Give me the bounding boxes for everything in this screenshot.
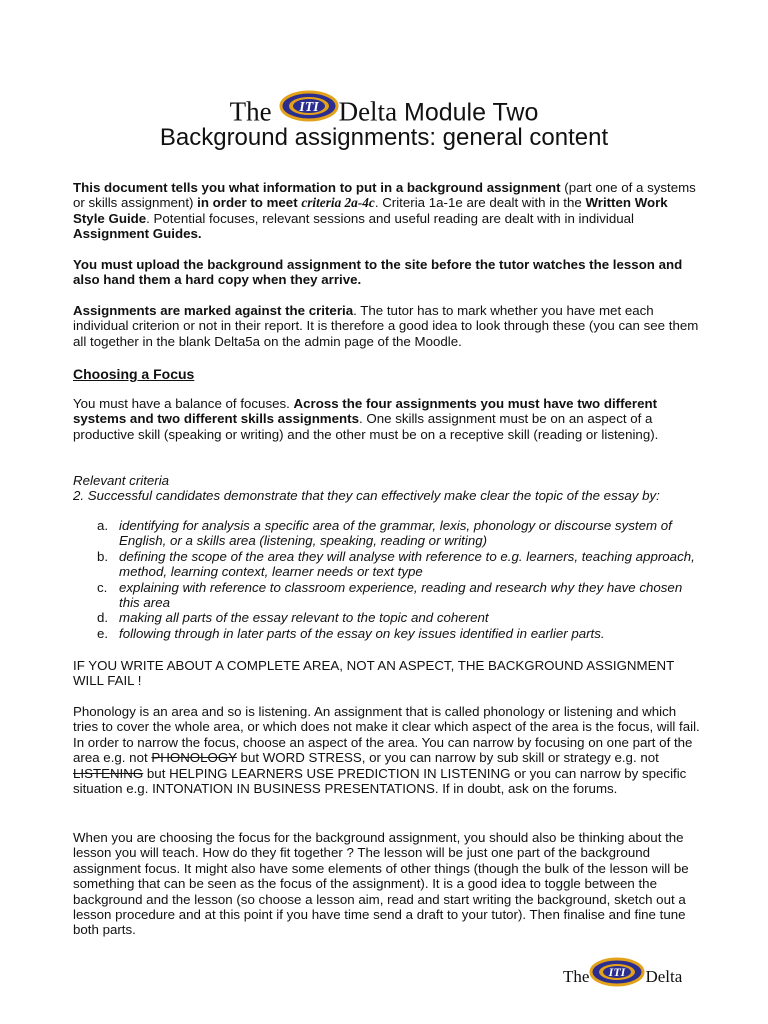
- intro-text-5: . Criteria 1a-1e are dealt with in the: [374, 195, 586, 211]
- criteria-item: [73, 580, 703, 611]
- criteria-item-letter: a.: [97, 518, 109, 533]
- criteria-item-text: identifying for analysis a specific area of the grammar, lexis, phonology or discourse system of English, or a skills area (listening, speaking, reading or writing): [119, 518, 672, 549]
- criteria-item-letter: d.: [97, 610, 109, 626]
- intro-criteria-ref: criteria 2a-4c: [301, 195, 375, 211]
- intro-style-guide: Written Work Style Guide: [73, 195, 668, 226]
- criteria-bold: Assignments are marked against the criteria: [73, 303, 354, 318]
- title-the: The: [229, 96, 272, 127]
- phonology-paragraph: [73, 704, 703, 796]
- criteria-item-text: making all parts of the essay relevant to the topic and coherent: [119, 610, 489, 626]
- criteria-rest: . The tutor has to mark whether you have met each individual criterion or not in their report. It is therefore a good idea to look through these (you can see them all together in the blank Delta5a on the admin page of the Moodle.: [73, 303, 699, 349]
- title-delta: Delta: [338, 96, 398, 127]
- relevant-criteria-intro: 2. Successful candidates demonstrate that they can effectively make clear the topic of the essay by:: [73, 488, 660, 503]
- fail-warning: IF YOU WRITE ABOUT A COMPLETE AREA, NOT AN ASPECT, THE BACKGROUND ASSIGNMENT WILL FAIL !: [73, 658, 674, 689]
- criteria-item-letter: c.: [97, 579, 108, 595]
- criteria-item-letter: e.: [97, 625, 109, 641]
- intro-paragraph: [73, 180, 703, 242]
- footer-logo: [563, 958, 682, 998]
- footer-logo-text: ITI: [609, 965, 626, 979]
- phonology-text-1: Phonology is an area and so is listening. An assignment that is called phonology or listening and which tries to cover the whole area, or which does not make it clear which aspect of the area is the focus, will fail. In order to narrow the focus, choose an aspect of the area. You can narrow by focusing on one part of the area e.g. not: [73, 704, 700, 766]
- criteria-item: [73, 626, 703, 641]
- intro-text-1: This document tells you what information to put in a background assignment: [73, 180, 561, 195]
- footer-delta: Delta: [645, 966, 683, 986]
- criteria-item-letter: b.: [97, 548, 109, 564]
- balance-text-3: . One skills assignment must be on an aspect of a productive skill (speaking or writing) and the other must be on a receptive skill (reading or listening).: [73, 411, 659, 442]
- phonology-text-3: but HELPING LEARNERS USE PREDICTION IN LISTENING or you can narrow by specific situation e.g. INTONATION IN BUSINESS PRESENTATIONS. If in doubt, ask on the forums.: [73, 765, 687, 797]
- intro-assignment-guides: Assignment Guides.: [73, 226, 202, 242]
- upload-paragraph: You must upload the background assignment to the site before the tutor watches the lesson and also hand them a hard copy when they arrive.: [73, 257, 683, 288]
- footer-the: The: [563, 966, 590, 986]
- relevant-criteria-label: Relevant criteria: [73, 473, 170, 488]
- intro-text-3: in order to meet: [197, 195, 302, 211]
- document-subtitle: Background assignments: general content: [159, 124, 609, 151]
- criteria-item-text: following through in later parts of the essay on key issues identified in earlier parts.: [119, 625, 605, 641]
- lesson-paragraph: When you are choosing the focus for the background assignment, you should also be thinking about the lesson you will teach. How do they fit together ? The lesson will be just one part of the background assignment focus. It might also have some elements of other things (though the bulk of the lesson will be something that can be seen as the focus of the assignment). It is a good idea to toggle between the background and the lesson (so choose a lesson aim, read and start writing the background, sketch out a lesson procedure and at this point if you have time send a draft to your tutor). Then finalise and fine tune both parts.: [73, 830, 689, 938]
- criteria-item: [73, 549, 703, 580]
- title-module: Module Two: [404, 98, 539, 127]
- balance-text-1: You must have a balance of focuses.: [73, 396, 294, 411]
- intro-text-7: . Potential focuses, relevant sessions and useful reading are dealt with in individual: [146, 210, 634, 226]
- criteria-list: [73, 518, 703, 641]
- criteria-item: [73, 518, 703, 549]
- footer-iti-logo: [589, 955, 645, 995]
- strikethrough-phonology: PHONOLOGY: [151, 750, 237, 766]
- criteria-item-text: defining the scope of the area they will analyse with reference to e.g. learners, teaching approach, method, learning context, learner needs or text type: [119, 548, 695, 580]
- intro-text-2: (part one of a systems or skills assignment): [73, 180, 696, 211]
- criteria-item-text: explaining with reference to classroom experience, reading and research why they have chosen this area: [119, 579, 683, 611]
- criteria-paragraph: [73, 303, 703, 349]
- balance-paragraph: [73, 396, 703, 442]
- strikethrough-listening: LISTENING: [73, 765, 144, 781]
- balance-text-bold: Across the four assignments you must have two different systems and two different skills assignments: [73, 396, 658, 427]
- criteria-item: [73, 610, 703, 625]
- phonology-text-2: but WORD STRESS, or you can narrow by sub skill or strategy e.g. not: [236, 750, 659, 766]
- section-heading: Choosing a Focus: [73, 366, 195, 382]
- logo-text: ITI: [298, 100, 319, 115]
